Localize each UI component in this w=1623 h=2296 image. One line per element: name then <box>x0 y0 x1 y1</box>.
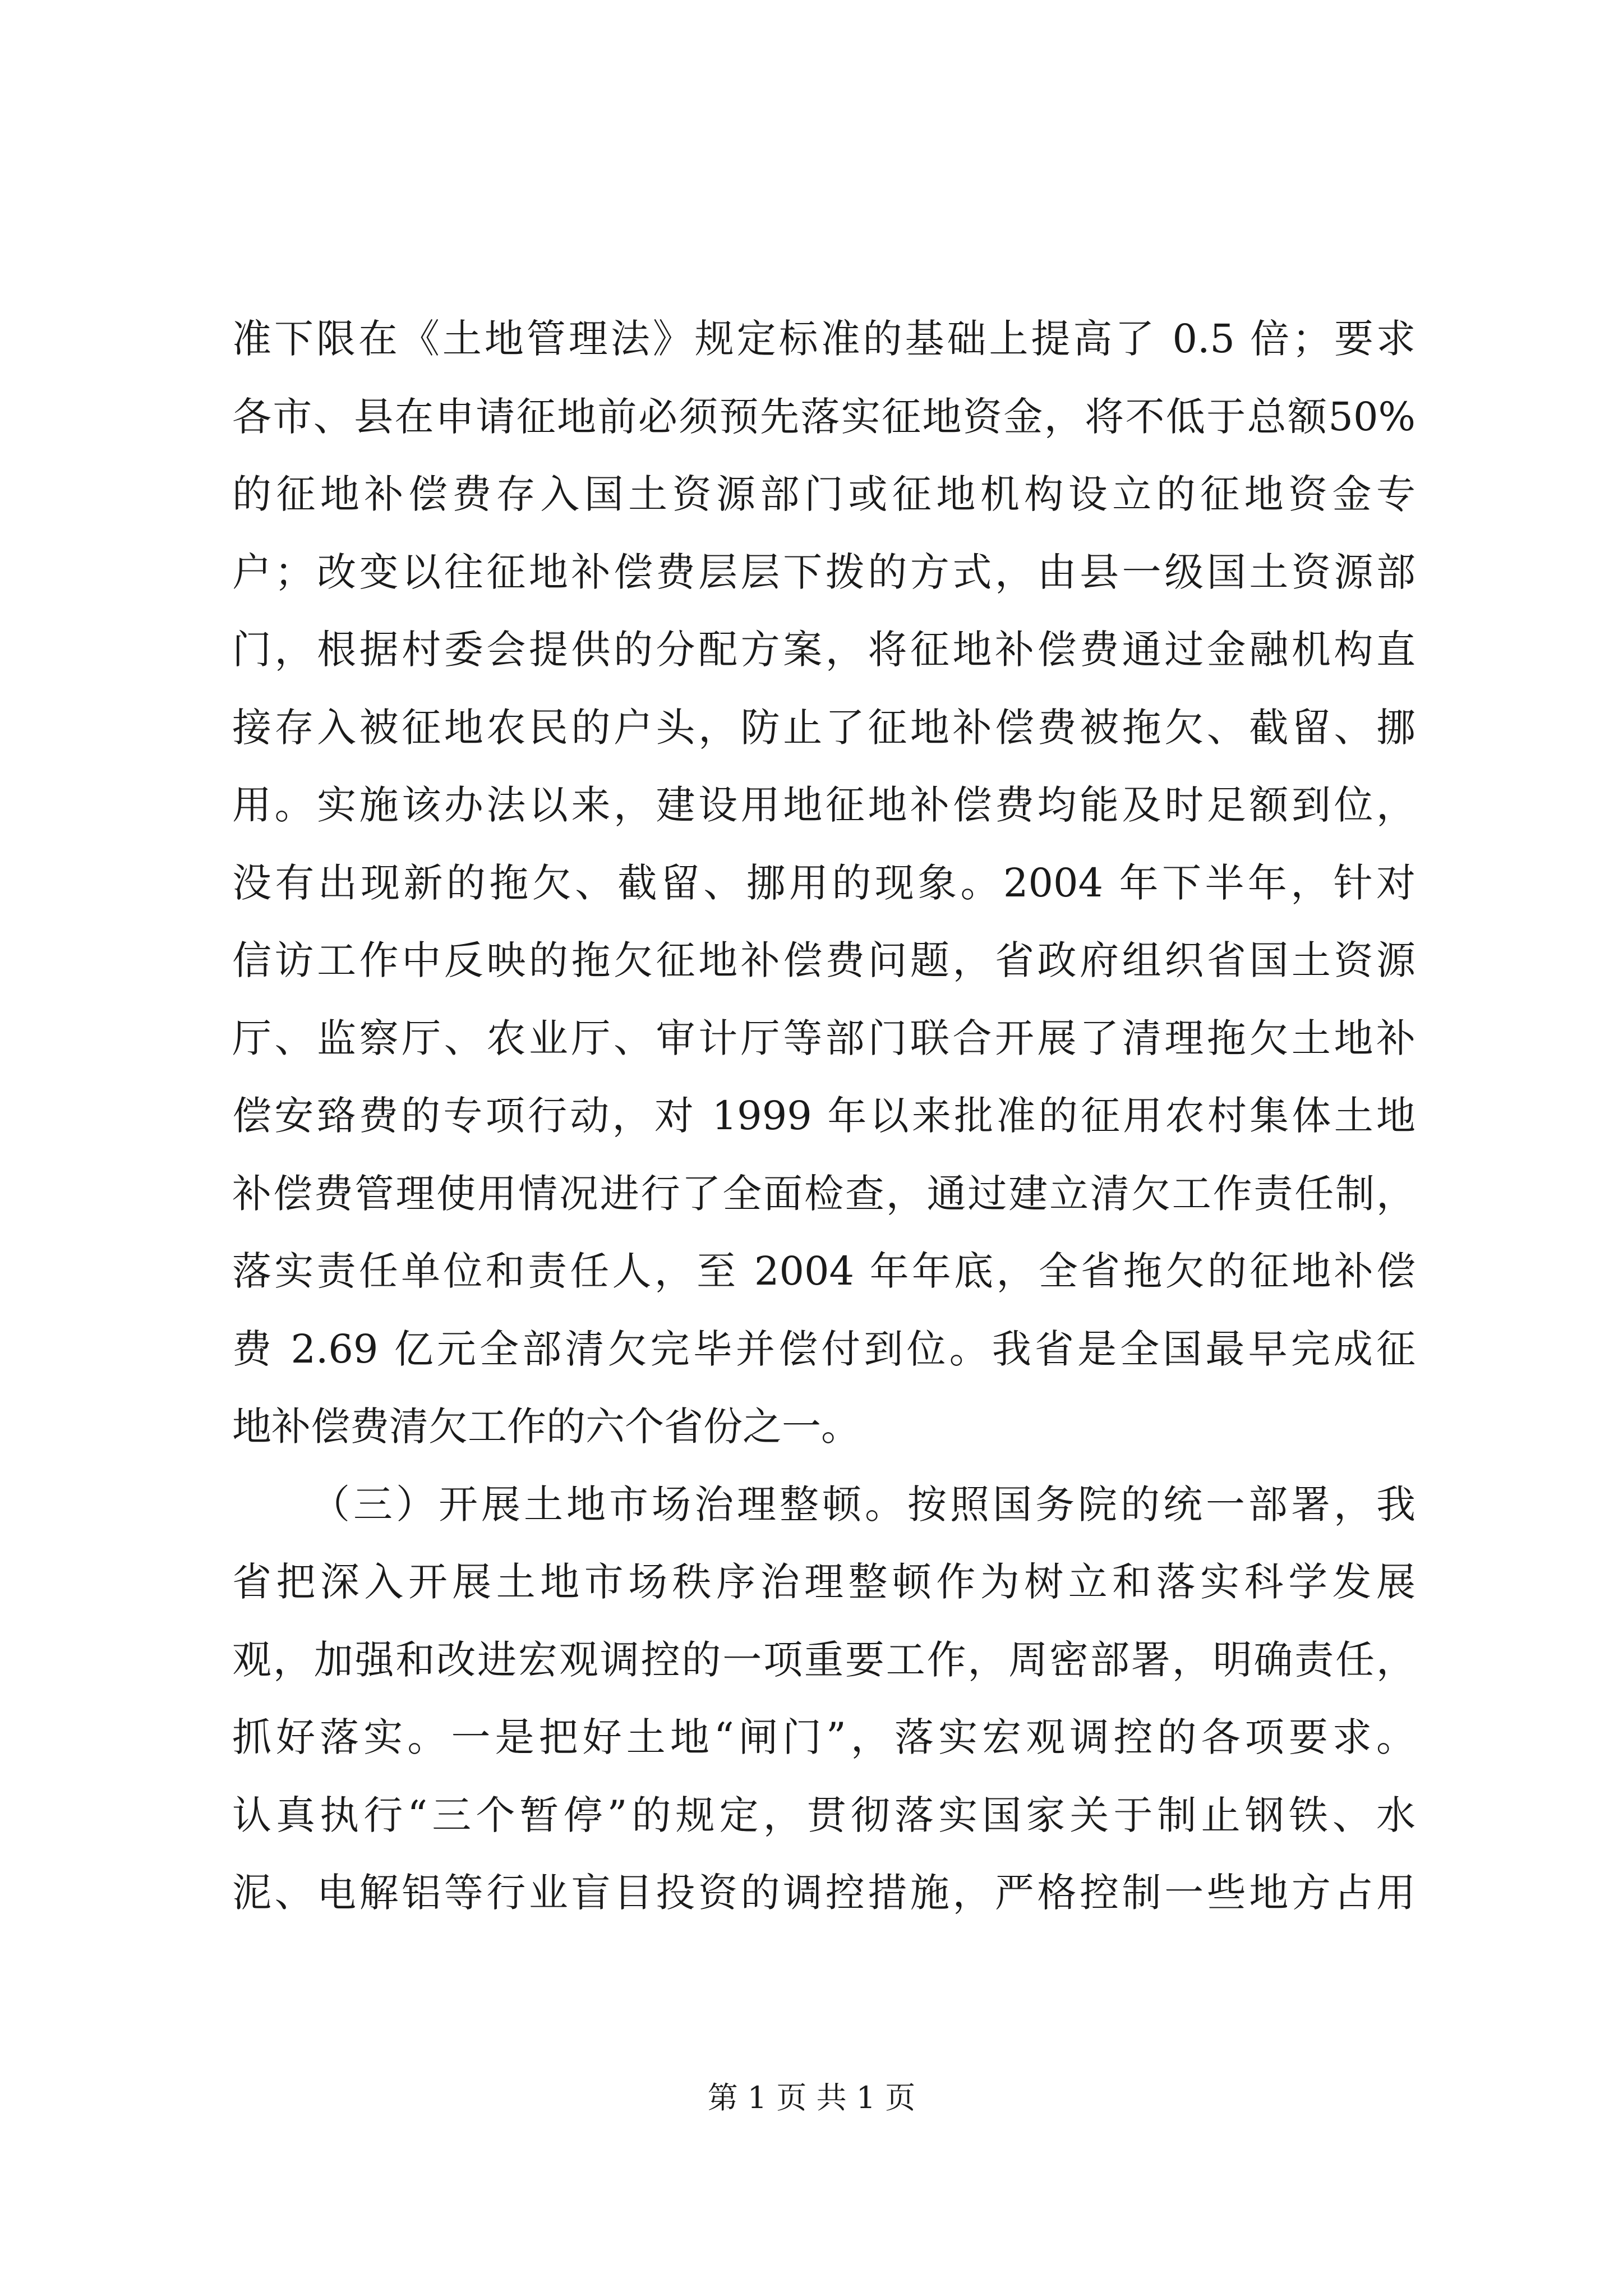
text-line: 厅、监察厅、农业厅、审计厅等部门联合开展了清理拖欠土地补 <box>232 1015 1415 1061</box>
text-line: 省把深入开展土地市场秩序治理整顿作为树立和落实科学发展 <box>232 1559 1415 1605</box>
text-line: 补偿费管理使用情况进行了全面检查，通过建立清欠工作责任制， <box>232 1170 1415 1217</box>
text-line: 各市、县在申请征地前必须预先落实征地资金，将不低于总额50% <box>232 393 1415 440</box>
paragraph-2 <box>232 1466 1415 1932</box>
text-line: 落实责任单位和责任人，至 2004 年年底，全省拖欠的征地补偿 <box>232 1248 1415 1294</box>
text-line: 用。实施该办法以来，建设用地征地补偿费均能及时足额到位， <box>232 782 1415 828</box>
text-line: 户；改变以往征地补偿费层层下拨的方式，由县一级国土资源部 <box>232 549 1415 595</box>
page-footer <box>0 2076 1623 2120</box>
text-line: 信访工作中反映的拖欠征地补偿费问题，省政府组织省国土资源 <box>232 937 1415 983</box>
text-line: 泥、电解铝等行业盲目投资的调控措施，严格控制一些地方占用 <box>232 1870 1415 1916</box>
text-line: 地补偿费清欠工作的六个省份之一。 <box>232 1404 860 1450</box>
text-line: 费 2.69 亿元全部清欠完毕并偿付到位。我省是全国最早完成征 <box>232 1326 1415 1372</box>
text-line: 准下限在《土地管理法》规定标准的基础上提高了 0.5 倍；要求 <box>232 316 1415 362</box>
text-line: 门，根据村委会提供的分配方案，将征地补偿费通过金融机构直 <box>232 627 1415 673</box>
body-text <box>232 300 1415 1932</box>
text-line: 观，加强和改进宏观调控的一项重要工作，周密部署，明确责任， <box>232 1636 1415 1683</box>
paragraph-1 <box>232 300 1415 1466</box>
page-number: 第 1 页 共 1 页 <box>707 2080 916 2115</box>
text-line: （三）开展土地市场治理整顿。按照国务院的统一部署，我 <box>311 1481 1415 1527</box>
text-line: 的征地补偿费存入国土资源部门或征地机构设立的征地资金专 <box>232 471 1415 517</box>
text-line: 认真执行“三个暂停”的规定，贯彻落实国家关于制止钢铁、水 <box>232 1792 1415 1838</box>
text-line: 抓好落实。一是把好土地“闸门”，落实宏观调控的各项要求。 <box>232 1714 1415 1760</box>
text-line: 偿安臵费的专项行动，对 1999 年以来批准的征用农村集体土地 <box>232 1093 1415 1139</box>
text-line: 接存入被征地农民的户头，防止了征地补偿费被拖欠、截留、挪 <box>232 704 1415 751</box>
text-line: 没有出现新的拖欠、截留、挪用的现象。2004 年下半年，针对 <box>232 859 1415 906</box>
